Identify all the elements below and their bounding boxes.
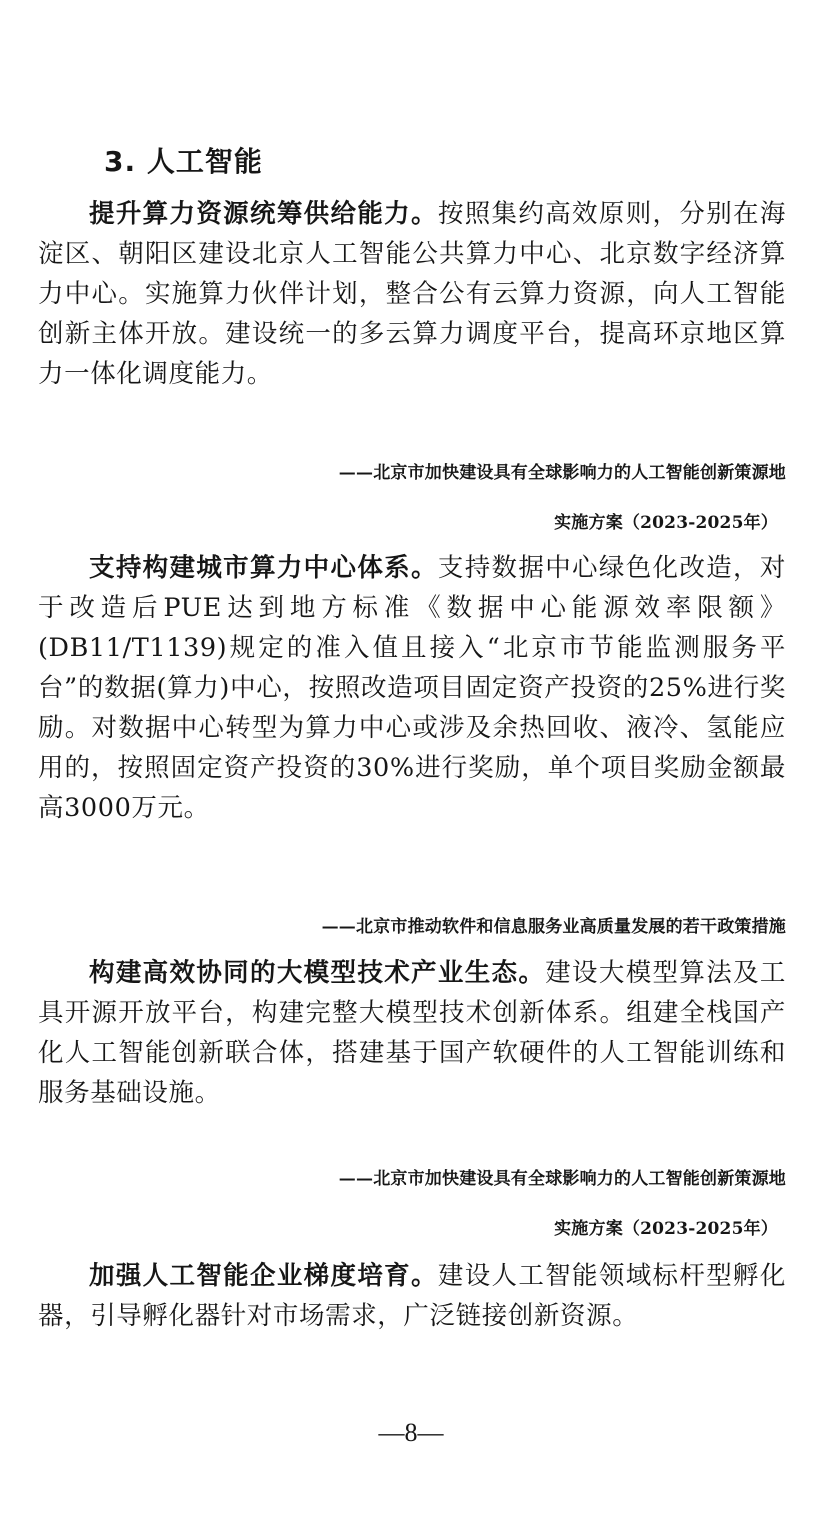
source-citation: ——北京市加快建设具有全球影响力的人工智能创新策源地 (338, 463, 786, 483)
section-heading: 3. 人工智能 (104, 145, 263, 178)
policy-block-2 (38, 548, 786, 828)
source-citation: ——北京市推动软件和信息服务业高质量发展的若干政策措施 (321, 917, 786, 937)
paragraph (38, 194, 786, 394)
paragraph-lead: 构建高效协同的大模型技术产业生态。 (89, 958, 546, 988)
paragraph (38, 548, 786, 828)
paragraph-lead: 提升算力资源统筹供给能力。 (89, 199, 438, 229)
policy-block-4 (38, 1256, 786, 1336)
paragraph (38, 1256, 786, 1336)
paragraph-body: 按照集约高效原则，分别在海淀区、朝阳区建设北京人工智能公共算力中心、北京数字经济算力中心。实施算力伙伴计划，整合公有云算力资源，向人工智能创新主体开放。建设统一的多云算力调度平台，提高环京地区算力一体化调度能力。 (38, 199, 786, 389)
paragraph (38, 953, 786, 1113)
paragraph-lead: 加强人工智能企业梯度培育。 (89, 1261, 438, 1291)
paragraph-body: 支持数据中心绿色化改造，对于改造后PUE达到地方标准《数据中心能源效率限额》(DB11/T1139)规定的准入值且接入“北京市节能监测服务平台”的数据(算力)中心，按照改造项目固定资产投资的25%进行奖励。对数据中心转型为算力中心或涉及余热回收、液冷、氢能应用的，按照固定资产投资的30%进行奖励，单个项目奖励金额最高3000万元。 (38, 553, 786, 823)
source-citation-cont: 实施方案（2023-2025年） (554, 1219, 778, 1239)
paragraph-body: 建设人工智能领域标杆型孵化器，引导孵化器针对市场需求，广泛链接创新资源。 (38, 1261, 786, 1331)
page-number: —8— (378, 1418, 444, 1447)
source-citation: ——北京市加快建设具有全球影响力的人工智能创新策源地 (338, 1169, 786, 1189)
policy-block-1 (38, 194, 786, 394)
source-citation-cont: 实施方案（2023-2025年） (554, 513, 778, 533)
policy-block-3 (38, 953, 786, 1113)
paragraph-body: 建设大模型算法及工具开源开放平台，构建完整大模型技术创新体系。组建全栈国产化人工智能创新联合体，搭建基于国产软硬件的人工智能训练和服务基础设施。 (38, 958, 787, 1108)
paragraph-lead: 支持构建城市算力中心体系。 (89, 553, 438, 583)
